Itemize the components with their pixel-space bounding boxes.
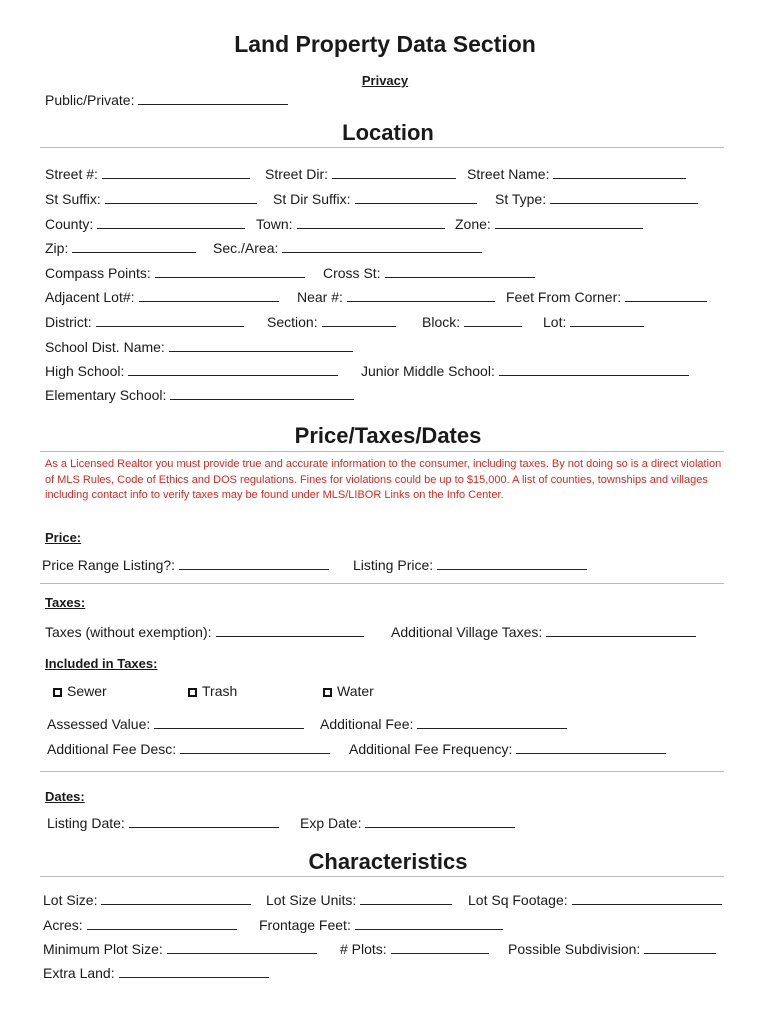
additional-fee-field[interactable] (320, 716, 567, 732)
location-heading: Location (342, 120, 434, 145)
lot-size-label: Lot Size: (43, 892, 98, 908)
st-dir-suffix-field[interactable] (273, 191, 477, 207)
price-subheading: Price: (45, 530, 82, 545)
st-dir-suffix-label: St Dir Suffix: (273, 191, 351, 207)
county-label: County: (45, 216, 94, 232)
lot-size-field[interactable] (43, 892, 251, 908)
price-range-listing-field[interactable] (42, 557, 329, 573)
water-checkbox-box[interactable] (323, 688, 332, 697)
adjacent-lot-label: Adjacent Lot#: (45, 289, 135, 305)
price-range-listing-label: Price Range Listing?: (42, 557, 176, 573)
acres-field[interactable] (43, 917, 237, 933)
plots-field[interactable] (340, 941, 489, 957)
district-field[interactable] (45, 314, 244, 330)
cross-st-field[interactable] (323, 265, 535, 281)
section-label: Section: (267, 314, 318, 330)
water-checkbox[interactable] (323, 683, 374, 699)
plots-label: # Plots: (340, 941, 387, 957)
st-suffix-field[interactable] (45, 191, 257, 207)
listing-price-field[interactable] (353, 557, 587, 573)
st-type-field[interactable] (495, 191, 698, 207)
lot-label: Lot: (543, 314, 567, 330)
street-name-label: Street Name: (467, 166, 550, 182)
additional-village-taxes-field[interactable] (391, 624, 696, 640)
block-field[interactable] (422, 314, 522, 330)
district-label: District: (45, 314, 92, 330)
trash-label: Trash (202, 683, 238, 699)
price-taxes-dates-heading: Price/Taxes/Dates (294, 423, 482, 448)
minimum-plot-size-field[interactable] (43, 941, 317, 957)
additional-village-taxes-label: Additional Village Taxes: (391, 624, 543, 640)
compass-points-field[interactable] (45, 265, 305, 281)
exp-date-field[interactable] (300, 815, 515, 831)
possible-subdivision-label: Possible Subdivision: (508, 941, 641, 957)
near-field[interactable] (297, 289, 495, 305)
acres-label: Acres: (43, 917, 83, 933)
town-field[interactable] (256, 216, 445, 232)
junior-middle-school-field[interactable] (361, 363, 689, 379)
listing-date-field[interactable] (47, 815, 279, 831)
near-label: Near #: (297, 289, 343, 305)
listing-price-label: Listing Price: (353, 557, 434, 573)
trash-checkbox-box[interactable] (188, 688, 197, 697)
taxes-sub-divider (40, 771, 724, 772)
county-field[interactable] (45, 216, 245, 232)
street-num-label: Street #: (45, 166, 98, 182)
street-dir-field[interactable] (265, 166, 456, 182)
frontage-feet-field[interactable] (259, 917, 503, 933)
characteristics-divider (40, 876, 724, 877)
taxes-without-exemption-label: Taxes (without exemption): (45, 624, 212, 640)
characteristics-heading: Characteristics (308, 849, 468, 874)
price-divider (40, 451, 724, 452)
town-label: Town: (256, 216, 293, 232)
adjacent-lot-field[interactable] (45, 289, 279, 305)
elementary-school-field[interactable] (45, 387, 354, 403)
street-name-field[interactable] (467, 166, 686, 182)
street-dir-label: Street Dir: (265, 166, 329, 182)
school-dist-name-label: School Dist. Name: (45, 339, 165, 355)
extra-land-label: Extra Land: (43, 965, 115, 981)
sewer-checkbox-box[interactable] (53, 688, 62, 697)
high-school-field[interactable] (45, 363, 338, 379)
lot-sq-footage-field[interactable] (468, 892, 722, 908)
sewer-label: Sewer (67, 683, 107, 699)
st-suffix-label: St Suffix: (45, 191, 101, 207)
tax-warning-notice: As a Licensed Realtor you must provide true and accurate information to the consumer, including taxes. By not doing so is a direct violation of MLS Rules, Code of Ethics and DOS regulations. Fines for violations could be up to $15,000. A list of counties, townships and villages including contact info to verify taxes may be found under MLS/LIBOR Links on the Info Center. (45, 458, 722, 501)
zip-label: Zip: (45, 240, 69, 256)
additional-fee-desc-label: Additional Fee Desc: (47, 741, 177, 757)
listing-date-label: Listing Date: (47, 815, 125, 831)
page-title: Land Property Data Section (234, 31, 536, 57)
section-field[interactable] (267, 314, 396, 330)
location-divider (40, 147, 724, 148)
taxes-subheading: Taxes: (45, 595, 86, 610)
st-type-label: St Type: (495, 191, 547, 207)
school-dist-name-field[interactable] (45, 339, 353, 355)
additional-fee-frequency-label: Additional Fee Frequency: (349, 741, 513, 757)
additional-fee-desc-field[interactable] (47, 741, 330, 757)
high-school-label: High School: (45, 363, 125, 379)
privacy-heading: Privacy (361, 73, 409, 88)
public-private-label: Public/Private: (45, 92, 135, 108)
exp-date-label: Exp Date: (300, 815, 362, 831)
feet-from-corner-label: Feet From Corner: (506, 289, 622, 305)
cross-st-label: Cross St: (323, 265, 381, 281)
lot-sq-footage-label: Lot Sq Footage: (468, 892, 568, 908)
additional-fee-label: Additional Fee: (320, 716, 414, 732)
lot-size-units-field[interactable] (266, 892, 452, 908)
possible-subdivision-field[interactable] (508, 941, 716, 957)
assessed-value-label: Assessed Value: (47, 716, 151, 732)
elementary-school-label: Elementary School: (45, 387, 167, 403)
sec-area-label: Sec./Area: (213, 240, 279, 256)
zone-field[interactable] (455, 216, 643, 232)
price-sub-divider (40, 583, 724, 584)
feet-from-corner-field[interactable] (506, 289, 707, 305)
water-label: Water (337, 683, 374, 699)
additional-fee-frequency-field[interactable] (349, 741, 666, 757)
lot-field[interactable] (543, 314, 644, 330)
extra-land-field[interactable] (43, 965, 269, 981)
zone-label: Zone: (455, 216, 491, 232)
junior-middle-school-label: Junior Middle School: (361, 363, 495, 379)
zip-field[interactable] (45, 240, 196, 256)
frontage-feet-label: Frontage Feet: (259, 917, 351, 933)
taxes-without-exemption-field[interactable] (45, 624, 364, 640)
included-in-taxes-subheading: Included in Taxes: (45, 656, 158, 671)
street-num-field[interactable] (45, 166, 250, 182)
dates-subheading: Dates: (45, 789, 85, 804)
assessed-value-field[interactable] (47, 716, 304, 732)
public-private-field[interactable] (45, 92, 288, 108)
block-label: Block: (422, 314, 461, 330)
lot-size-units-label: Lot Size Units: (266, 892, 357, 908)
sec-area-field[interactable] (213, 240, 482, 256)
compass-points-label: Compass Points: (45, 265, 151, 281)
trash-checkbox[interactable] (188, 683, 237, 699)
sewer-checkbox[interactable] (53, 683, 107, 699)
minimum-plot-size-label: Minimum Plot Size: (43, 941, 163, 957)
